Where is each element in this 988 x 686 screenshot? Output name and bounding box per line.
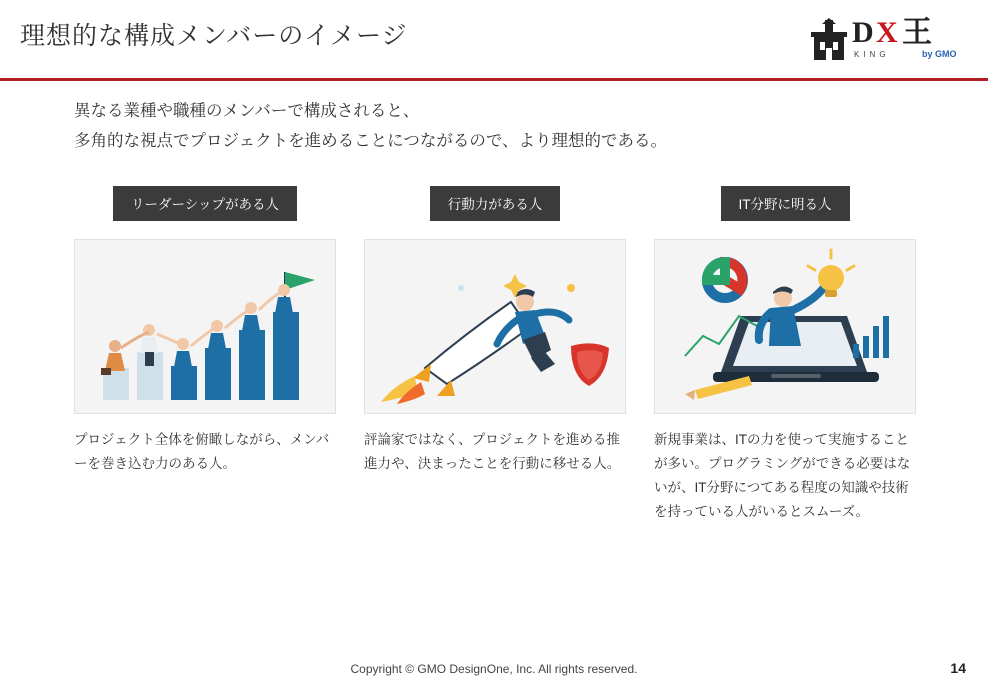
tag-wrap (364, 186, 626, 221)
persona-column-it (654, 186, 916, 524)
businessman-riding-rocket-illustration (365, 240, 626, 414)
tag-wrap (654, 186, 916, 221)
footer-copyright: Copyright © GMO DesignOne, Inc. All rights reserved. (350, 662, 638, 676)
lead-text (74, 96, 667, 156)
persona-tag: リーダーシップがある人 (113, 186, 297, 221)
businessman-with-laptop-and-idea-bulb-illustration (655, 240, 916, 414)
lead-line-1: 異なる業種や職種のメンバーで構成されると、 (74, 102, 420, 120)
page-title: 理想的な構成メンバーのイメージ (20, 22, 408, 50)
persona-image-leadership (74, 239, 336, 414)
team-climbing-bar-chart-illustration (75, 240, 336, 414)
persona-tag: 行動力がある人 (430, 186, 561, 221)
logo-subtext: KING (854, 50, 890, 59)
logo-letter-d: D (852, 16, 874, 49)
dx-king-logo (810, 16, 970, 66)
slide-header (0, 0, 988, 78)
logo-gmo-text: by GMO (922, 49, 957, 59)
persona-column-leadership (74, 186, 336, 476)
persona-tag: IT分野に明る人 (721, 186, 850, 221)
castle-icon (810, 18, 848, 62)
persona-image-action (364, 239, 626, 414)
persona-caption: プロジェクト全体を俯瞰しながら、メンバーを巻き込む力のある人。 (74, 432, 330, 471)
logo-letter-king: 王 (902, 16, 932, 49)
persona-caption: 新規事業は、ITの力を使って実施することが多い。プログラミングができる必要はないが、IT分野につてある程度の知識や技術を持っている人がいるとスムーズ。 (654, 432, 911, 519)
persona-caption: 評論家ではなく、プロジェクトを進める推進力や、決まったことを行動に移せる人。 (364, 432, 621, 471)
persona-column-action (364, 186, 626, 476)
header-divider (0, 78, 988, 81)
page-number: 14 (950, 660, 966, 676)
tag-wrap (74, 186, 336, 221)
persona-image-it (654, 239, 916, 414)
logo-letter-x: X (876, 16, 898, 49)
lead-line-2: 多角的な視点でプロジェクトを進めることにつながるので、より理想的である。 (74, 132, 668, 150)
